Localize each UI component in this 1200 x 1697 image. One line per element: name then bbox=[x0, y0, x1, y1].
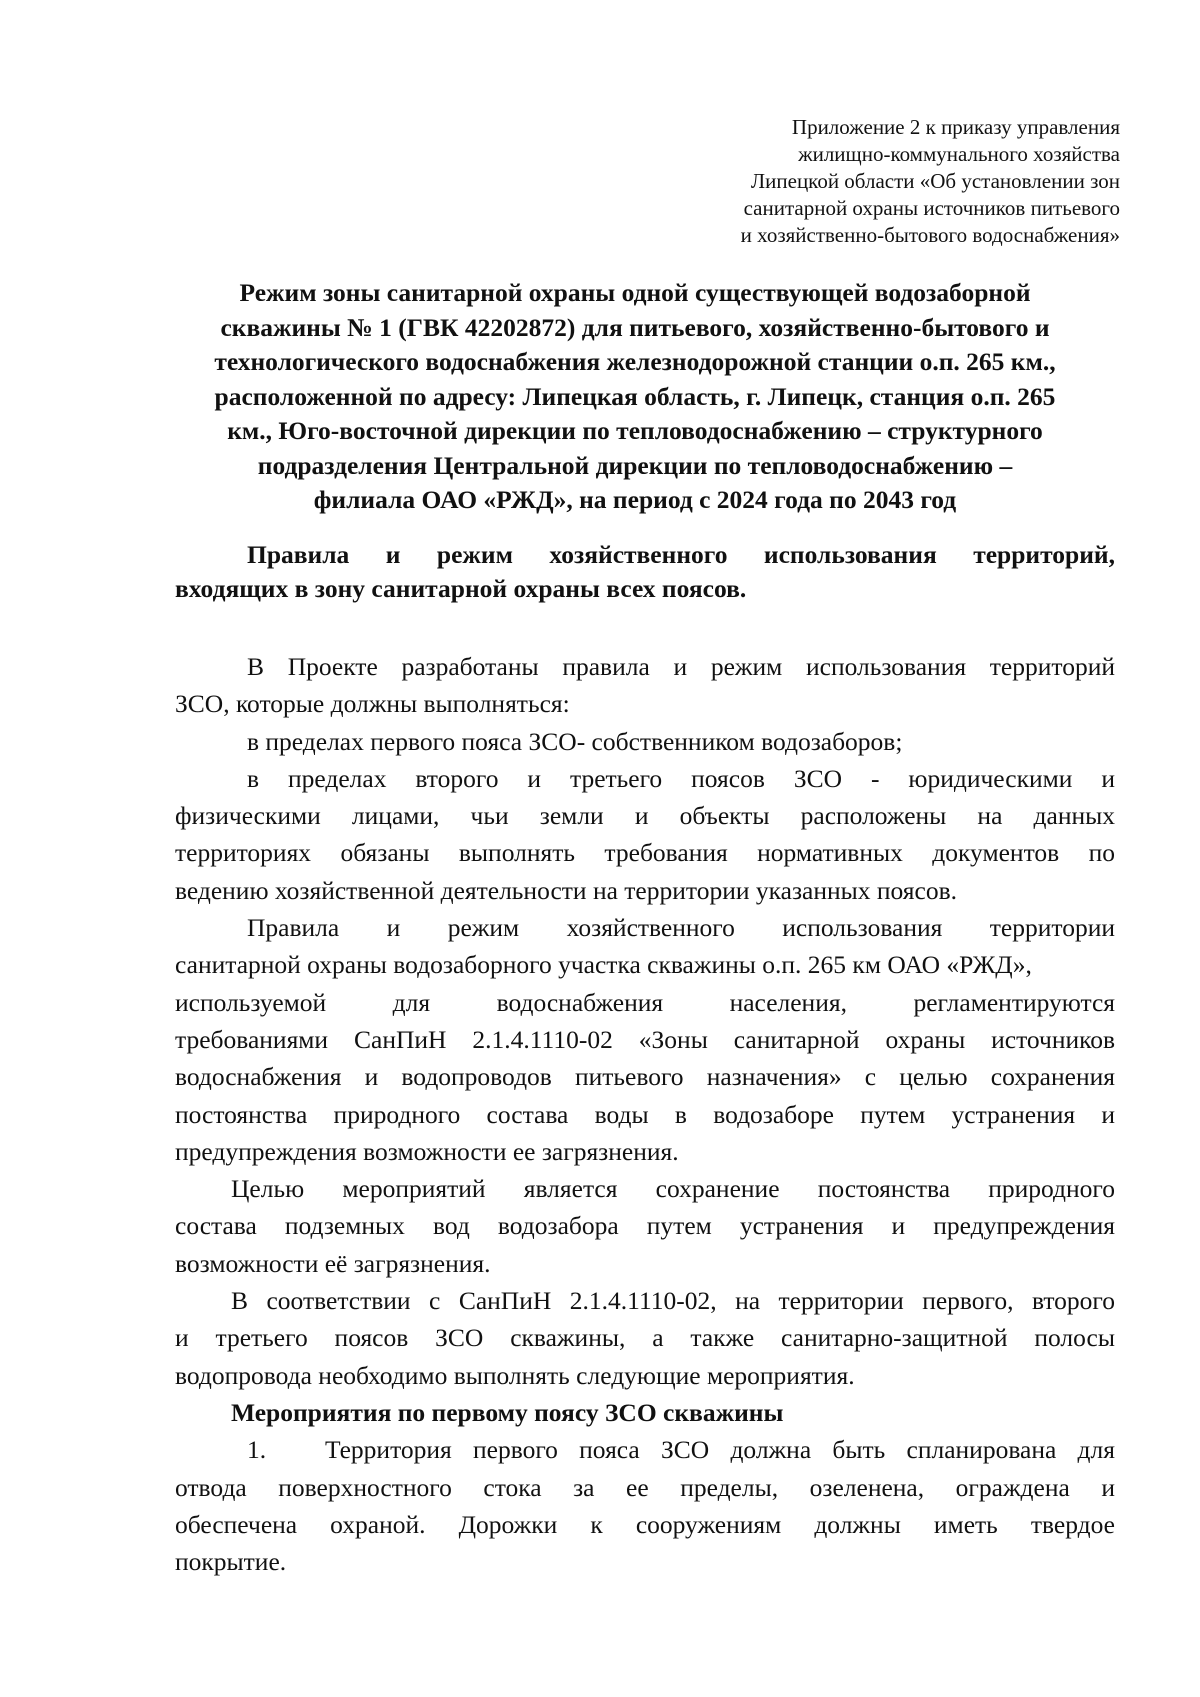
title-line: подразделения Центральной дирекции по тепловодоснабжению – bbox=[257, 450, 1013, 480]
appendix-line: жилищно-коммунального хозяйства bbox=[798, 142, 1120, 166]
paragraph-line: отвода поверхностного стока за ее пределы, озеленена, ограждена и bbox=[175, 1472, 1115, 1502]
paragraph-line: и третьего поясов ЗСО скважины, а также санитарно-защитной полосы bbox=[175, 1323, 1115, 1353]
appendix-note bbox=[560, 114, 1120, 249]
numbered-item-line bbox=[175, 1431, 1115, 1468]
paragraph-line: Правила и режим хозяйственного использования территории bbox=[247, 913, 1115, 943]
document-body bbox=[175, 648, 1115, 1580]
title-line: Режим зоны санитарной охраны одной существующей водозаборной bbox=[239, 278, 1031, 307]
appendix-line: и хозяйственно-бытового водоснабжения» bbox=[740, 223, 1120, 247]
paragraph-line: Целью мероприятий является сохранение постоянства природного bbox=[231, 1174, 1115, 1204]
section-heading-line: Правила и режим хозяйственного использования территорий, bbox=[247, 540, 1115, 569]
title-line: км., Юго-восточной дирекции по тепловодоснабжению – структурного bbox=[227, 416, 1043, 445]
paragraph-line: предупреждения возможности ее загрязнения. bbox=[175, 1136, 679, 1166]
title-line: скважины № 1 (ГВК 42202872) для питьевого, хозяйственно-бытового и bbox=[220, 312, 1050, 342]
paragraph-line: покрытие. bbox=[175, 1547, 287, 1577]
paragraph-line: в пределах первого пояса ЗСО- собственником водозаборов; bbox=[247, 726, 903, 756]
title-line: филиала ОАО «РЖД», на период с 2024 года по 2043 год bbox=[313, 485, 957, 514]
paragraph-line: ЗСО, которые должны выполняться: bbox=[175, 689, 570, 719]
paragraph-line: постоянства природного состава воды в водозаборе путем устранения и bbox=[175, 1099, 1115, 1129]
paragraph-line: используемой для водоснабжения населения, регламентируются bbox=[175, 987, 1115, 1017]
paragraph-line: состава подземных вод водозабора путем устранения и предупреждения bbox=[175, 1211, 1115, 1241]
paragraph-line: возможности её загрязнения. bbox=[175, 1248, 491, 1278]
item-text: Территория первого пояса ЗСО должна быть спланирована для bbox=[325, 1435, 1115, 1465]
paragraph-line: санитарной охраны водозаборного участка скважины о.п. 265 км ОАО «РЖД», bbox=[175, 950, 1032, 980]
paragraph-line: водоснабжения и водопроводов питьевого назначения» с целью сохранения bbox=[175, 1062, 1115, 1092]
paragraph-line: территориях обязаны выполнять требования нормативных документов по bbox=[175, 838, 1115, 868]
section-heading bbox=[175, 538, 1115, 606]
appendix-line: Приложение 2 к приказу управления bbox=[791, 115, 1120, 139]
paragraph-line: водопровода необходимо выполнять следующие мероприятия. bbox=[175, 1360, 855, 1390]
appendix-line: санитарной охраны источников питьевого bbox=[743, 196, 1120, 220]
subsection-heading: Мероприятия по первому поясу ЗСО скважины bbox=[231, 1397, 784, 1427]
paragraph-line: ведению хозяйственной деятельности на территории указанных поясов. bbox=[175, 875, 958, 905]
paragraph-line: В Проекте разработаны правила и режим использования территорий bbox=[247, 652, 1115, 681]
title-line: технологического водоснабжения железнодорожной станции о.п. 265 км., bbox=[214, 347, 1056, 376]
paragraph-line: требованиями СанПиН 2.1.4.1110-02 «Зоны санитарной охраны источников bbox=[175, 1024, 1115, 1054]
title-line: расположенной по адресу: Липецкая область, г. Липецк, станция о.п. 265 bbox=[214, 381, 1056, 411]
document-title bbox=[160, 276, 1110, 518]
paragraph-line: физическими лицами, чьи земли и объекты расположены на данных bbox=[175, 801, 1115, 831]
section-heading-line: входящих в зону санитарной охраны всех поясов. bbox=[175, 574, 747, 603]
paragraph-line: В соответствии с СанПиН 2.1.4.1110-02, на территории первого, второго bbox=[231, 1286, 1115, 1316]
paragraph-line: обеспечена охраной. Дорожки к сооружениям должны иметь твердое bbox=[175, 1509, 1115, 1539]
paragraph-line: в пределах второго и третьего поясов ЗСО - юридическими и bbox=[247, 763, 1115, 793]
item-number: 1. bbox=[247, 1435, 267, 1465]
appendix-line: Липецкой области «Об установлении зон bbox=[750, 169, 1120, 193]
